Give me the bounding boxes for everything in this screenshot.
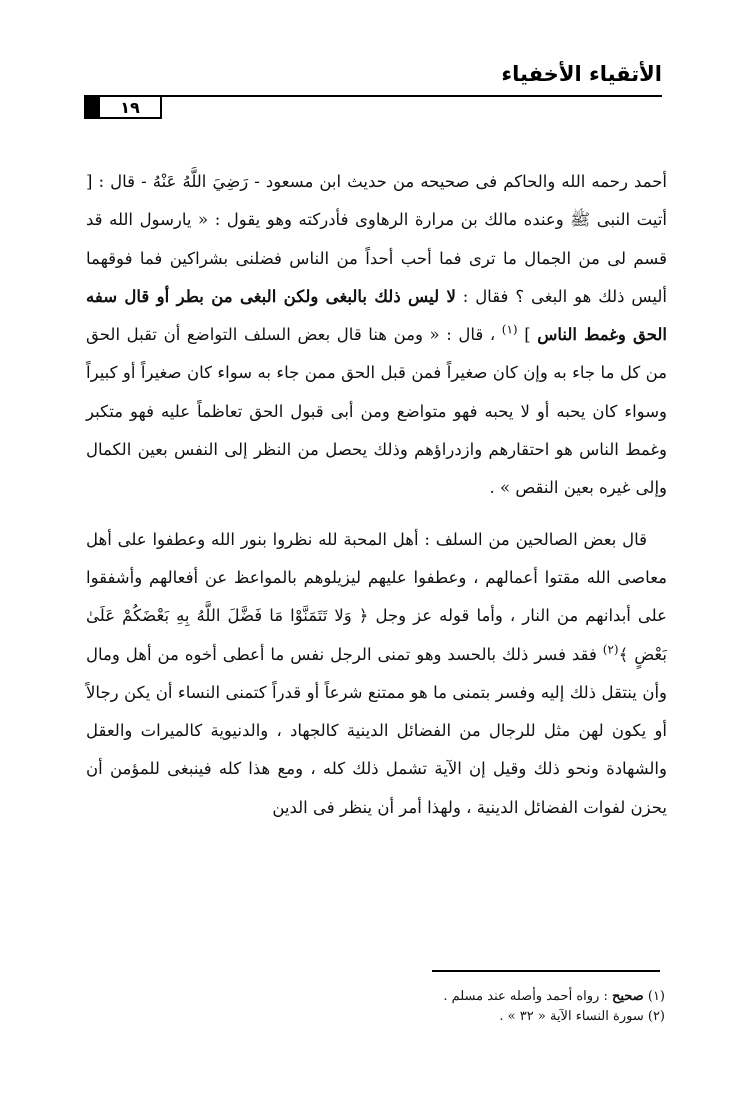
footnote-ref-1: (١) [501,322,518,337]
paragraph-2-text-a: قال بعض الصالحين من السلف : أهل المحبة لله نظروا بنور الله وعطفوا على أهل معاصى الله مقتوا أعمالهم ، وعطفوا عليهم ليزيلوهم بالمواعظ عن أفعالهم وأشفقوا على أبدانهم من النار ، وأما قوله عز وجل [86,529,667,626]
footnote-1-number: (١) [647,989,665,1004]
paragraph-1 [86,163,667,508]
footnotes [300,987,665,1027]
footnote-1-text: : رواه أحمد وأصله عند مسلم . [443,989,612,1004]
paragraph-1-bracket: ] [517,325,538,345]
quran-verse: ﴿ وَلا تَتَمَنَّوْا مَا فَضَّلَ اللَّهُ بِهِ بَعْضَكُمْ عَلَىٰ بَعْضٍ ﴾ [86,606,667,664]
paragraph-2-text-b: فقد فسر ذلك بالحسد وهو تمنى الرجل نفس ما أعطى أخوه من أهل ومال وأن ينتقل ذلك إليه وفسر بتمنى ما هو ممتنع شرعاً أو قدراً كتمنى النساء أن يكن رجالاً أو يكون لهن مثل للرجال من الفضائل الدينية كالجهاد ، والدنيوية كالميرات والعقل والشهادة ونحو ذلك وقيل إن الآية تشمل ذلك كله ، ومع هذا كله فينبغى للمؤمن أن يحزن لفوات الفضائل الدينية ، ولهذا أمر أن ينظر فى الدين [86,644,667,817]
footnote-separator [432,970,660,972]
footnote-1-grade: صحيح [611,989,644,1004]
main-text [86,163,667,827]
footnote-2-text: سورة النساء الآية « ٣٢ » . [499,1009,644,1024]
footnote-1 [300,987,665,1007]
page-number: ١٩ [98,95,162,119]
footnote-ref-2: (٢) [602,642,619,657]
paragraph-2 [86,521,667,827]
paragraph-1-text-b: ، قال : « ومن هنا قال بعض السلف التواضع أن تقبل الحق من كل ما جاء به وإن كان صغيراً فمن قبل الحق ممن جاء به سواء كان صغيراً أو كبيراً وسواء كان يحبه أو لا يحبه فهو متواضع ومن أبى قبول الحق تعاظماً عليه فهو متكبر وغمط الناس هو احتقارهم وازدراؤهم وذلك يحصل من النظر إلى النفس بعين الكمال وإلى غيره بعين النقص » . [86,325,667,498]
paragraph-1-text-a: أحمد رحمه الله والحاكم فى صحيحه من حديث ابن مسعود - رَضِيَ اللَّهُ عَنْهُ - قال : [ أتيت النبى ﷺ وعنده مالك بن مرارة الرهاوى فأدركته وهو يقول : « يارسول الله قد قسم لى من الجمال ما ترى فما أحب أحداً من الناس فضلنى بشراكين فما فوقهما أليس ذلك هو البغى ؟ فقال : [86,172,668,306]
header-rule [84,95,662,97]
hadith-quote-bold: لا ليس ذلك بالبغى ولكن البغى من بطر أو قال سفه الحق وغمط الناس [86,286,667,345]
footnote-2-number: (٢) [647,1009,665,1024]
running-title: الأتقياء الأخفياء [501,62,662,86]
footnote-2 [300,1007,665,1027]
header-rule-stub [84,96,98,119]
